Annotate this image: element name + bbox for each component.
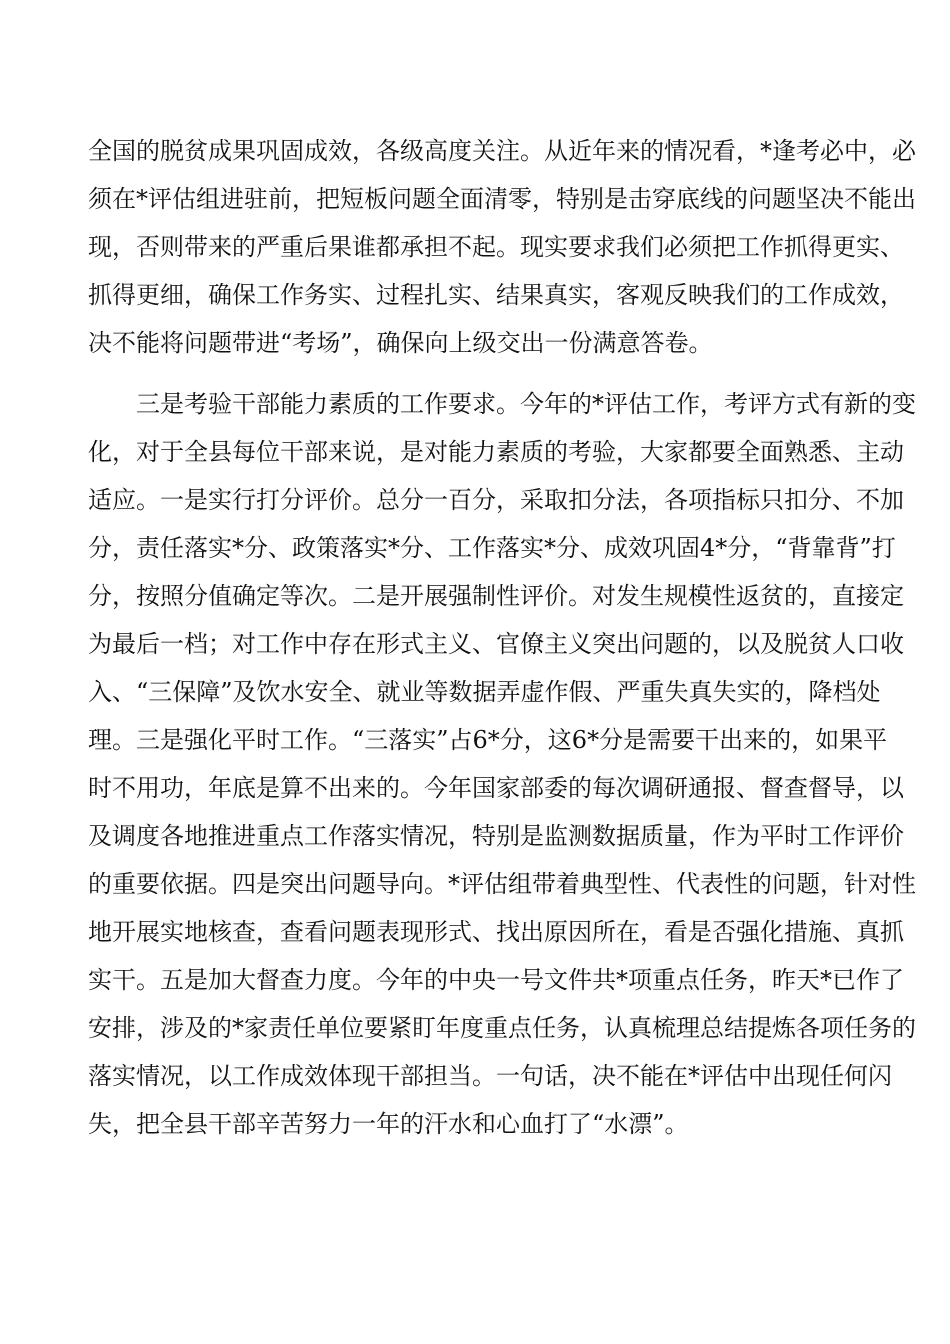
text-line: 的重要依据。四是突出问题导向。*评估组带着典型性、代表性的问题，针对性	[88, 870, 916, 898]
text-line: 为最后一档；对工作中存在形式主义、官僚主义突出问题的，以及脱贫人口收	[88, 630, 904, 658]
text-line: 及调度各地推进重点工作落实情况，特别是监测数据质量，作为平时工作评价	[88, 822, 904, 850]
text-line: 全国的脱贫成果巩固成效，各级高度关注。从近年来的情况看，*逢考必中，必	[88, 137, 916, 165]
document-page	[88, 127, 916, 1148]
text-line: 分，按照分值确定等次。二是开展强制性评价。对发生规模性返贫的，直接定	[88, 582, 904, 610]
text-line: 失，把全县干部辛苦努力一年的汗水和心血打了“水漂”。	[88, 1110, 689, 1138]
text-line: 现，否则带来的严重后果谁都承担不起。现实要求我们必须把工作抓得更实、	[88, 233, 904, 261]
text-line: 化，对于全县每位干部来说，是对能力素质的考验，大家都要全面熟悉、主动	[88, 438, 904, 466]
text-line: 地开展实地核查，查看问题表现形式、找出原因所在，看是否强化措施、真抓	[88, 918, 904, 946]
paragraph-2	[88, 380, 916, 1148]
paragraph-1	[88, 127, 916, 367]
text-line: 分，责任落实*分、政策落实*分、工作落实*分、成效巩固4*分，“背靠背”打	[88, 534, 896, 562]
text-line: 时不用功，年底是算不出来的。今年国家部委的每次调研通报、督查督导，以	[88, 774, 904, 802]
text-line: 落实情况，以工作成效体现干部担当。一句话，决不能在*评估中出现任何闪	[88, 1062, 892, 1090]
text-line: 抓得更细，确保工作务实、过程扎实、结果真实，客观反映我们的工作成效，	[88, 281, 904, 309]
text-line: 入、“三保障”及饮水安全、就业等数据弄虚作假、严重失真失实的，降档处	[88, 678, 881, 706]
text-line: 安排，涉及的*家责任单位要紧盯年度重点任务，认真梳理总结提炼各项任务的	[88, 1014, 916, 1042]
text-line: 须在*评估组进驻前，把短板问题全面清零，特别是击穿底线的问题坚决不能出	[88, 185, 916, 213]
text-line: 理。三是强化平时工作。“三落实”占6*分，这6*分是需要干出来的，如果平	[88, 726, 888, 754]
text-line: 适应。一是实行打分评价。总分一百分，采取扣分法，各项指标只扣分、不加	[88, 486, 904, 514]
paragraph-gap	[88, 367, 862, 380]
text-line: 决不能将问题带进“考场”，确保向上级交出一份满意答卷。	[88, 329, 713, 357]
text-line: 实干。五是加大督查力度。今年的中央一号文件共*项重点任务，昨天*已作了	[88, 966, 904, 994]
text-line: 三是考验干部能力素质的工作要求。今年的*评估工作，考评方式有新的变	[88, 390, 916, 418]
